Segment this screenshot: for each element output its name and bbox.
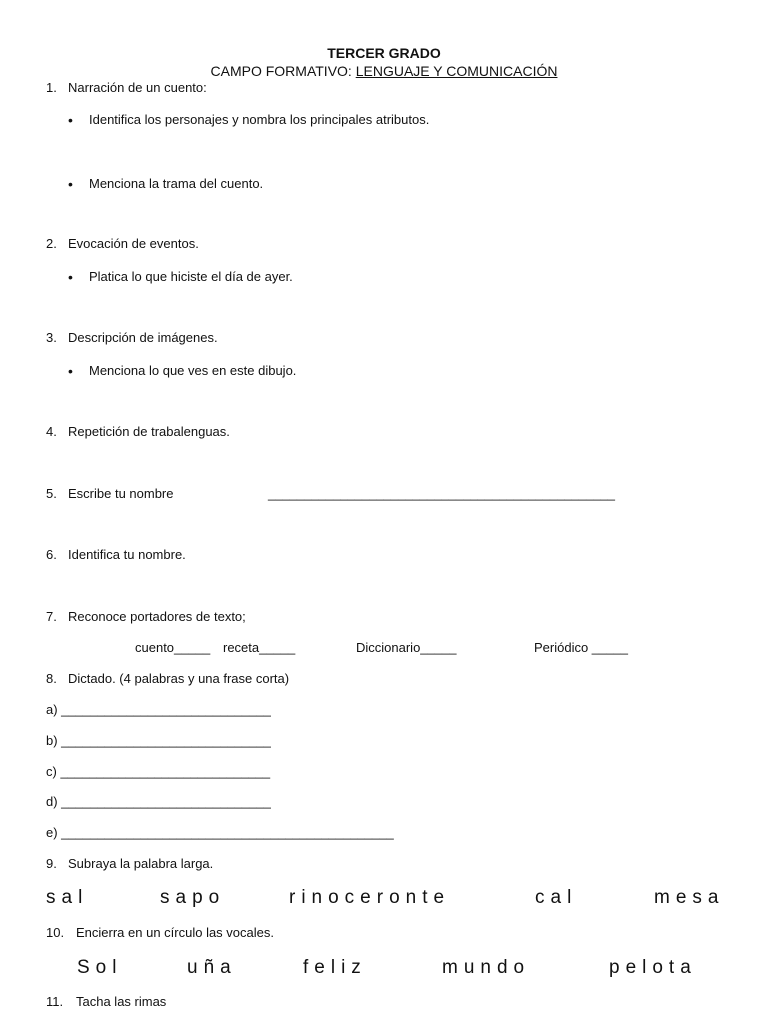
page-subtitle: [0, 63, 768, 79]
word-long[interactable]: sapo: [160, 887, 226, 908]
word-long[interactable]: rinoceronte: [289, 887, 451, 908]
dictado-line-a[interactable]: a) _____________________________: [46, 702, 271, 717]
word-long[interactable]: sal: [46, 887, 89, 908]
item-text: Repetición de trabalenguas.: [68, 424, 230, 439]
bullet-item: • Platica lo que hiciste el día de ayer.: [89, 269, 293, 284]
item-1: [46, 80, 207, 95]
portador-receta[interactable]: receta_____: [223, 640, 296, 655]
item-text: Identifica tu nombre.: [68, 547, 186, 562]
item-text: Subraya la palabra larga.: [68, 856, 214, 871]
item-9: [46, 856, 214, 871]
item-7: [46, 609, 246, 624]
item-text: Dictado. (4 palabras y una frase corta): [68, 671, 290, 686]
name-blank[interactable]: ________________________________________________: [268, 486, 616, 501]
item-number: 6.: [46, 547, 57, 562]
item-10: [46, 925, 274, 940]
word-long[interactable]: cal: [535, 887, 578, 908]
item-11: [46, 994, 167, 1009]
word-long[interactable]: mesa: [654, 887, 725, 908]
item-text: Descripción de imágenes.: [68, 330, 218, 345]
word-vowels[interactable]: feliz: [303, 957, 367, 978]
word-vowels[interactable]: mundo: [442, 957, 531, 978]
item-number: 11.: [46, 994, 64, 1009]
item-8: [46, 671, 290, 686]
item-text: Evocación de eventos.: [68, 236, 199, 251]
item-text: Tacha las rimas: [76, 994, 167, 1009]
item-number: 4.: [46, 424, 57, 439]
subtitle-prefix: CAMPO FORMATIVO:: [210, 63, 356, 79]
dictado-line-e[interactable]: e) ______________________________________________: [46, 825, 394, 840]
word-vowels[interactable]: pelota: [609, 957, 697, 978]
dictado-line-b[interactable]: b) _____________________________: [46, 733, 271, 748]
item-number: 7.: [46, 609, 57, 624]
subtitle-underlined: LENGUAJE Y COMUNICACIÓN: [355, 63, 558, 79]
item-5: [46, 486, 174, 501]
item-2: [46, 236, 199, 251]
word-vowels[interactable]: Sol: [77, 957, 123, 978]
portador-periodico[interactable]: Periódico _____: [534, 640, 628, 655]
item-number: 5.: [46, 486, 57, 501]
item-3: [46, 330, 218, 345]
item-text: Encierra en un círculo las vocales.: [76, 925, 274, 940]
dictado-line-c[interactable]: c) _____________________________: [46, 764, 271, 779]
bullet-item: • Menciona lo que ves en este dibujo.: [89, 363, 296, 378]
item-number: 2.: [46, 236, 57, 251]
item-4: [46, 424, 230, 439]
item-number: 9.: [46, 856, 57, 871]
item-text: Narración de un cuento:: [68, 80, 207, 95]
item-number: 10.: [46, 925, 65, 940]
bullet-item: • Menciona la trama del cuento.: [89, 176, 263, 191]
item-number: 1.: [46, 80, 57, 95]
page-title: TERCER GRADO: [327, 45, 441, 61]
item-number: 8.: [46, 671, 57, 686]
bullet-item: • Identifica los personajes y nombra los principales atributos.: [89, 112, 429, 127]
item-number: 3.: [46, 330, 57, 345]
item-text: Escribe tu nombre: [68, 486, 174, 501]
word-vowels[interactable]: uña: [187, 957, 237, 978]
dictado-line-d[interactable]: d) _____________________________: [46, 794, 271, 809]
item-text: Reconoce portadores de texto;: [68, 609, 246, 624]
portador-cuento[interactable]: cuento_____: [135, 640, 211, 655]
item-6: [46, 547, 186, 562]
portador-diccionario[interactable]: Diccionario_____: [356, 640, 457, 655]
